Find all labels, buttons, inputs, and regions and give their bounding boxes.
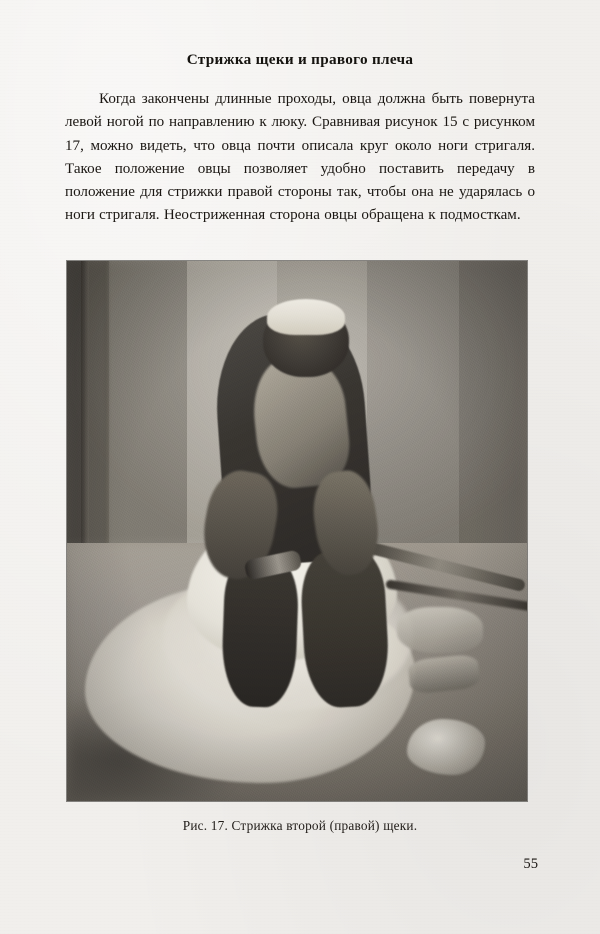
- page-title: Стрижка щеки и правого плеча: [186, 51, 414, 68]
- body-paragraph: Когда закончены длинные проходы, овца должна быть повернута левой ногой по направлению к люку. Сравнивая рисунок 15 с рисунком 17, можно видеть, что овца почти описала круг около ноги стригаля. Такое положение овцы позволяет удобно поставить передачу в положение для стрижки правой стороны так, чтобы она не ударялась о ноги стригаля. Неостриженная сторона овцы обращена к подмосткам.: [65, 91, 535, 224]
- figure-caption: Рис. 17. Стрижка второй (правой) щеки.: [182, 818, 418, 833]
- figure-photograph: [67, 261, 527, 801]
- text-column: [62, 0, 538, 934]
- page-number: 55: [523, 856, 538, 872]
- photo-base: [67, 261, 527, 801]
- photo-grain: [67, 261, 527, 801]
